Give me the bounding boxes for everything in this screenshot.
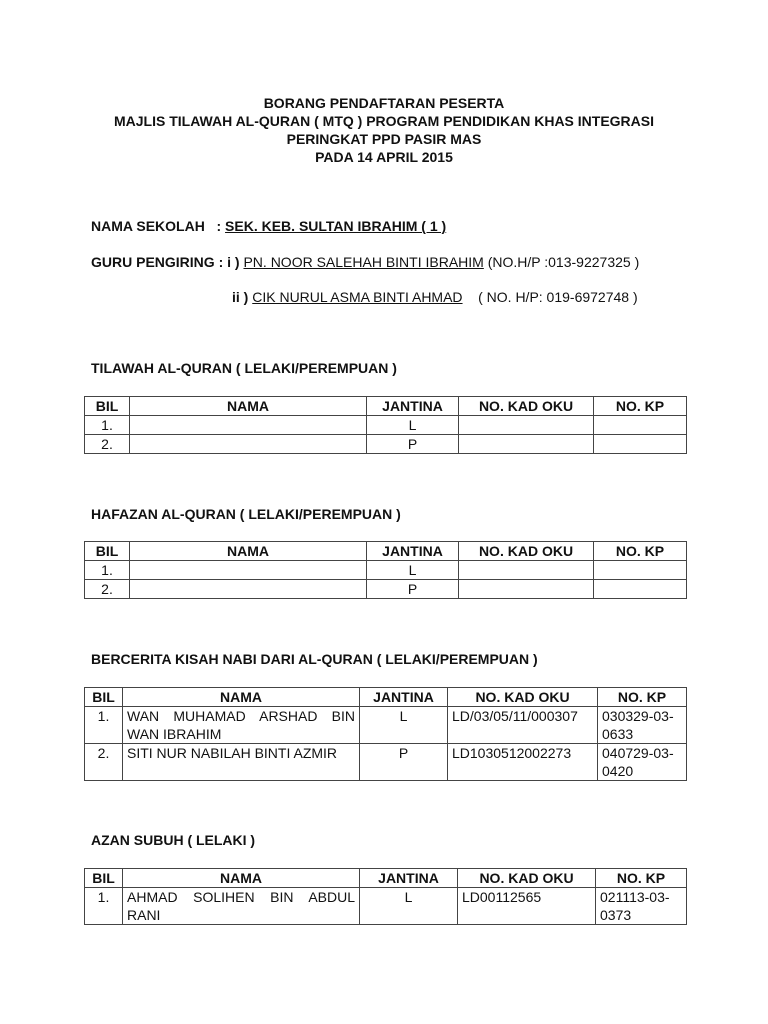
cell-nama	[130, 435, 367, 454]
table-row	[85, 416, 687, 435]
table-row	[85, 744, 687, 781]
cell-kp	[594, 435, 687, 454]
cell-nama: WAN MUHAMAD ARSHAD BIN WAN IBRAHIM	[123, 707, 360, 744]
school-label: NAMA SEKOLAH	[91, 218, 205, 234]
col-bil: BIL	[85, 542, 130, 561]
table-tilawah	[84, 396, 687, 454]
teacher-line-1	[91, 254, 639, 270]
col-kp: NO. KP	[594, 397, 687, 416]
cell-oku: LD/03/05/11/000307	[448, 707, 598, 744]
title-line-4: PADA 14 APRIL 2015	[315, 149, 453, 165]
table-header-row	[85, 869, 687, 888]
cell-nama	[130, 416, 367, 435]
table-row	[85, 580, 687, 599]
form-title	[0, 94, 768, 166]
cell-bil: 1.	[85, 561, 130, 580]
section-title-hafazan: HAFAZAN AL-QURAN ( LELAKI/PEREMPUAN )	[91, 506, 401, 522]
cell-jantina: L	[360, 707, 448, 744]
school-line	[91, 218, 446, 234]
col-oku: NO. KAD OKU	[458, 869, 596, 888]
cell-nama	[130, 561, 367, 580]
cell-kp	[594, 580, 687, 599]
cell-bil: 2.	[85, 744, 123, 781]
col-kp: NO. KP	[596, 869, 687, 888]
col-bil: BIL	[85, 869, 123, 888]
school-separator: :	[216, 218, 222, 234]
teacher-1-num: i )	[227, 254, 240, 270]
col-kp: NO. KP	[598, 688, 687, 707]
cell-jantina: L	[360, 888, 458, 925]
cell-bil: 1.	[85, 416, 130, 435]
col-bil: BIL	[85, 397, 130, 416]
cell-nama: SITI NUR NABILAH BINTI AZMIR	[123, 744, 360, 781]
table-header-row	[85, 542, 687, 561]
cell-oku	[459, 435, 594, 454]
teacher-line-2	[232, 289, 638, 305]
teacher-2-name: CIK NURUL ASMA BINTI AHMAD	[252, 289, 463, 305]
cell-bil: 2.	[85, 580, 130, 599]
col-nama: NAMA	[130, 397, 367, 416]
cell-jantina: P	[367, 435, 459, 454]
teacher-1-phone: (NO.H/P :013-9227325 )	[487, 254, 640, 270]
cell-kp: 021113-03-0373	[596, 888, 687, 925]
cell-jantina: L	[367, 561, 459, 580]
table-row	[85, 888, 687, 925]
teacher-1-name: PN. NOOR SALEHAH BINTI IBRAHIM	[243, 254, 484, 270]
col-jantina: JANTINA	[360, 688, 448, 707]
cell-oku: LD00112565	[458, 888, 596, 925]
table-azan	[84, 868, 687, 925]
col-nama: NAMA	[123, 869, 360, 888]
teacher-2-phone: ( NO. H/P: 019-6972748 )	[478, 289, 638, 305]
cell-jantina: L	[367, 416, 459, 435]
section-title-tilawah: TILAWAH AL-QURAN ( LELAKI/PEREMPUAN )	[91, 360, 397, 376]
title-line-2: MAJLIS TILAWAH AL-QURAN ( MTQ ) PROGRAM PENDIDIKAN KHAS INTEGRASI	[113, 113, 655, 129]
cell-kp	[594, 416, 687, 435]
col-jantina: JANTINA	[360, 869, 458, 888]
table-row	[85, 707, 687, 744]
cell-jantina: P	[367, 580, 459, 599]
col-oku: NO. KAD OKU	[459, 542, 594, 561]
cell-oku: LD1030512002273	[448, 744, 598, 781]
cell-nama: AHMAD SOLIHEN BIN ABDUL RANI	[123, 888, 360, 925]
col-oku: NO. KAD OKU	[448, 688, 598, 707]
cell-jantina: P	[360, 744, 448, 781]
table-header-row	[85, 688, 687, 707]
table-bercerita	[84, 687, 687, 781]
cell-kp: 040729-03-0420	[598, 744, 687, 781]
teacher-2-num: ii )	[232, 289, 249, 305]
table-row	[85, 561, 687, 580]
col-nama: NAMA	[130, 542, 367, 561]
col-nama: NAMA	[123, 688, 360, 707]
cell-oku	[459, 561, 594, 580]
title-line-3: PERINGKAT PPD PASIR MAS	[286, 131, 482, 147]
col-bil: BIL	[85, 688, 123, 707]
table-row	[85, 435, 687, 454]
teacher-label: GURU PENGIRING :	[91, 254, 224, 270]
table-hafazan	[84, 541, 687, 599]
cell-oku	[459, 580, 594, 599]
school-name: SEK. KEB. SULTAN IBRAHIM ( 1 )	[225, 218, 447, 234]
col-kp: NO. KP	[594, 542, 687, 561]
cell-oku	[459, 416, 594, 435]
cell-bil: 1.	[85, 707, 123, 744]
col-jantina: JANTINA	[367, 542, 459, 561]
cell-nama	[130, 580, 367, 599]
cell-bil: 1.	[85, 888, 123, 925]
section-title-azan: AZAN SUBUH ( LELAKI )	[91, 832, 256, 848]
cell-kp: 030329-03-0633	[598, 707, 687, 744]
col-jantina: JANTINA	[367, 397, 459, 416]
cell-bil: 2.	[85, 435, 130, 454]
cell-kp	[594, 561, 687, 580]
title-line-1: BORANG PENDAFTARAN PESERTA	[263, 95, 505, 111]
col-oku: NO. KAD OKU	[459, 397, 594, 416]
table-header-row	[85, 397, 687, 416]
section-title-bercerita: BERCERITA KISAH NABI DARI AL-QURAN ( LELAKI/PEREMPUAN )	[91, 651, 538, 667]
